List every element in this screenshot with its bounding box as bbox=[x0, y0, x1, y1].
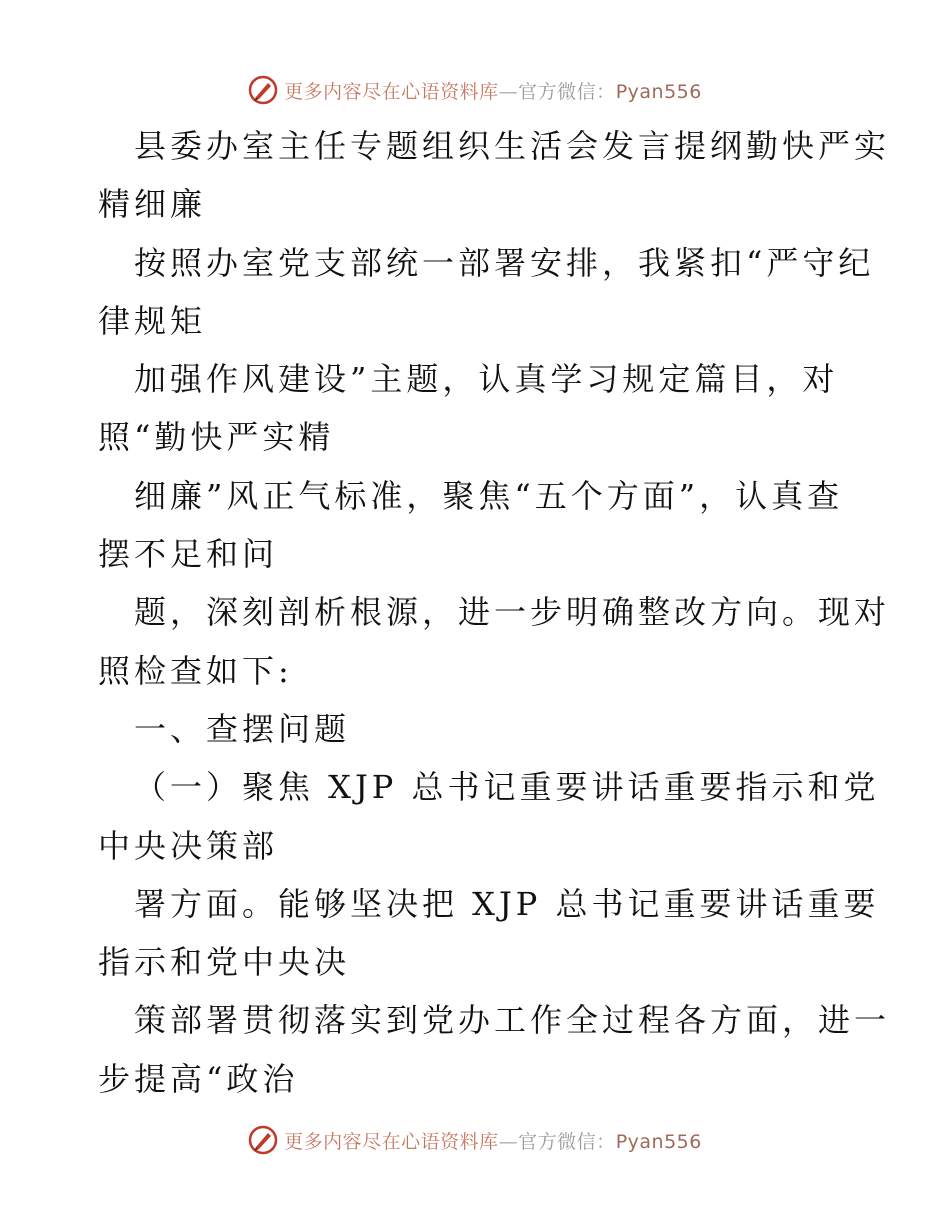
paragraph-line: 策部署贯彻落实到党办工作全过程各方面，进一 bbox=[134, 1001, 891, 1040]
title-line-continued: 精细廉 bbox=[98, 185, 207, 224]
paragraph-line-continued: 指示和党中央决 bbox=[98, 943, 351, 982]
watermark-header bbox=[0, 70, 950, 110]
paragraph-line: 按照办室党支部统一部署安排，我紧扣“严守纪 bbox=[134, 243, 875, 282]
watermark-text: 更多内容尽在心语资料库—官方微信：Pyan556 bbox=[284, 1130, 702, 1153]
document-body bbox=[98, 117, 891, 1108]
paragraph-line: 细廉”风正气标准，聚焦“五个方面”，认真查 bbox=[134, 476, 844, 515]
paragraph-line-continued: 照“勤快严实精 bbox=[98, 418, 335, 457]
pen-logo-icon bbox=[248, 75, 278, 105]
paragraph-line: 题，深刻剖析根源，进一步明确整改方向。现对 bbox=[134, 593, 891, 632]
pen-logo-icon bbox=[248, 1125, 278, 1155]
paragraph-line-continued: 照检查如下: bbox=[98, 651, 293, 690]
paragraph-line: 署方面。能够坚决把 XJP 总书记重要讲话重要 bbox=[134, 884, 880, 923]
subsection-line-continued: 中央决策部 bbox=[98, 826, 279, 865]
paragraph-line-continued: 摆不足和问 bbox=[98, 535, 279, 574]
paragraph-line-continued: 步提高“政治 bbox=[98, 1059, 299, 1098]
subsection-line: （一）聚焦 XJP 总书记重要讲话重要指示和党 bbox=[134, 768, 880, 807]
title-line: 县委办室主任专题组织生活会发言提纲勤快严实 bbox=[134, 127, 891, 165]
paragraph-line: 加强作风建设”主题，认真学习规定篇目，对 bbox=[134, 360, 839, 399]
paragraph-line-continued: 律规矩 bbox=[98, 301, 207, 340]
watermark-footer bbox=[0, 1120, 950, 1160]
watermark-text: 更多内容尽在心语资料库—官方微信：Pyan556 bbox=[284, 80, 702, 103]
section-heading: 一、查摆问题 bbox=[134, 709, 351, 748]
